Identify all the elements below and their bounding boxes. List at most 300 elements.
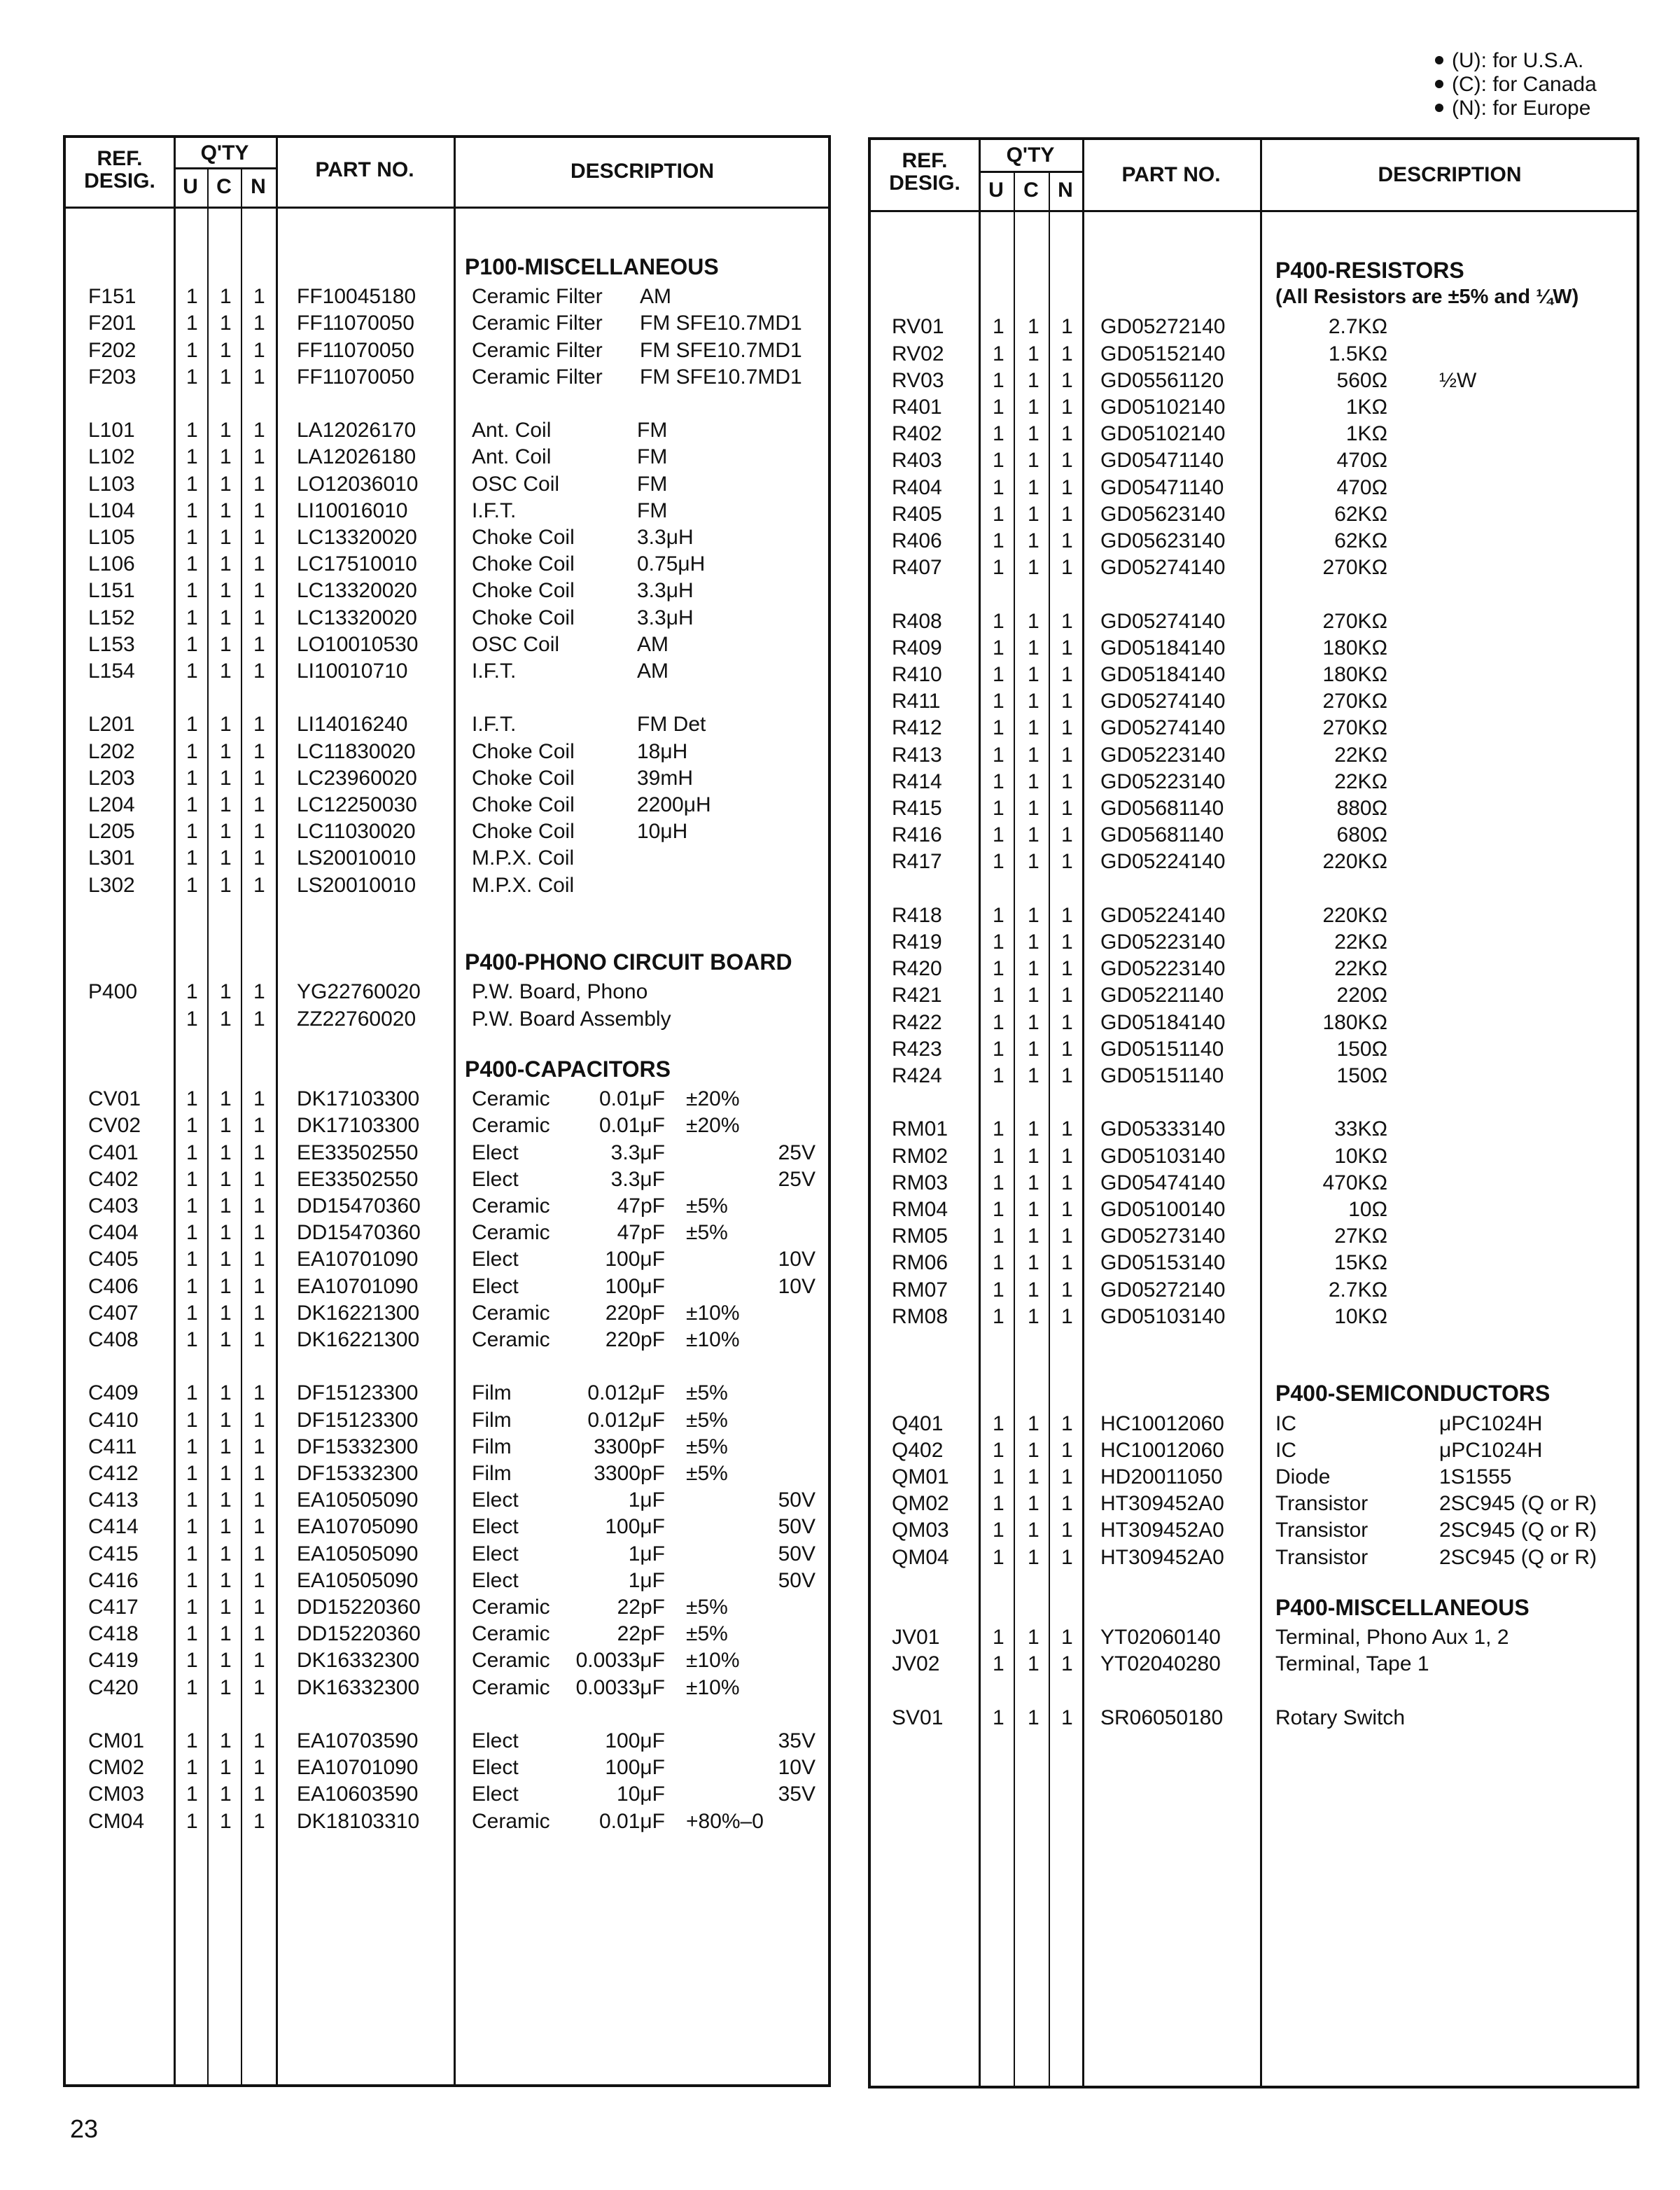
qty-n: 1 bbox=[1061, 1411, 1073, 1435]
part-number: EA10703590 bbox=[297, 1729, 419, 1752]
ref-designator: R402 bbox=[892, 422, 942, 446]
col-header-desc: DESCRIPTION bbox=[570, 160, 715, 183]
table-row bbox=[871, 929, 1637, 956]
qty-n: 1 bbox=[1061, 1626, 1073, 1650]
qty-c: 1 bbox=[220, 1194, 232, 1218]
qty-u: 1 bbox=[993, 1626, 1004, 1650]
description-value: 3.3μF bbox=[610, 1141, 665, 1164]
description-type: Choke Coil bbox=[472, 579, 575, 603]
table-row bbox=[871, 688, 1637, 715]
ref-designator: L154 bbox=[88, 660, 135, 683]
qty-u: 1 bbox=[186, 1783, 198, 1806]
table-row bbox=[66, 979, 828, 1005]
qty-u: 1 bbox=[186, 1221, 198, 1245]
qty-u: 1 bbox=[186, 1568, 198, 1592]
ref-designator: L302 bbox=[88, 873, 135, 897]
part-number: GD05151140 bbox=[1100, 1037, 1224, 1061]
description-voltage: 10V bbox=[778, 1756, 816, 1780]
qty-c: 1 bbox=[220, 713, 232, 737]
description-type: Transistor bbox=[1275, 1545, 1368, 1569]
description-value: 3300pF bbox=[594, 1435, 665, 1458]
part-number: GD05474140 bbox=[1100, 1171, 1226, 1194]
ref-designator: L105 bbox=[88, 526, 135, 549]
qty-n: 1 bbox=[1061, 1198, 1073, 1221]
ref-designator: C420 bbox=[88, 1675, 139, 1699]
description-value: 270KΩ bbox=[1322, 716, 1387, 740]
part-number: LS20010010 bbox=[297, 873, 416, 897]
qty-n: 1 bbox=[253, 1248, 265, 1271]
qty-u: 1 bbox=[186, 338, 198, 362]
qty-n: 1 bbox=[253, 846, 265, 870]
section-heading: P400-SEMICONDUCTORS bbox=[1275, 1381, 1550, 1407]
ref-designator: R405 bbox=[892, 502, 942, 526]
part-number: GD05623140 bbox=[1100, 502, 1226, 526]
description-value: 10KΩ bbox=[1334, 1304, 1387, 1328]
qty-c: 1 bbox=[1028, 315, 1040, 339]
ref-designator: R407 bbox=[892, 556, 942, 580]
qty-u: 1 bbox=[186, 1435, 198, 1458]
qty-u: 1 bbox=[993, 957, 1004, 981]
ref-designator: L301 bbox=[88, 846, 135, 870]
description-tolerance: ±20% bbox=[686, 1087, 740, 1111]
description-type: Ceramic Filter bbox=[472, 365, 603, 389]
qty-c: 1 bbox=[1028, 930, 1040, 954]
description-type: Choke Coil bbox=[472, 739, 575, 763]
qty-c: 1 bbox=[1028, 1626, 1040, 1650]
ref-designator: R415 bbox=[892, 797, 942, 820]
ref-designator: L106 bbox=[88, 552, 135, 576]
qty-n: 1 bbox=[253, 1729, 265, 1752]
description-value: 3.3μH bbox=[637, 526, 694, 549]
ref-designator: C402 bbox=[88, 1167, 139, 1191]
qty-n: 1 bbox=[253, 820, 265, 844]
table-row bbox=[66, 872, 828, 899]
qty-n: 1 bbox=[253, 1328, 265, 1351]
qty-u: 1 bbox=[993, 1171, 1004, 1194]
part-number: DK16332300 bbox=[297, 1649, 420, 1673]
description-value: FM bbox=[637, 419, 668, 442]
table-row bbox=[66, 1594, 828, 1621]
qty-u: 1 bbox=[993, 1064, 1004, 1087]
description-value: 62KΩ bbox=[1334, 502, 1387, 526]
ref-designator: F151 bbox=[88, 285, 136, 309]
qty-c: 1 bbox=[1028, 1064, 1040, 1087]
description-value: 470KΩ bbox=[1322, 1171, 1387, 1194]
description-value: 100μF bbox=[605, 1756, 665, 1780]
part-number: DD15220360 bbox=[297, 1622, 421, 1646]
description-tolerance: ±5% bbox=[686, 1596, 728, 1619]
description-value: 0.012μF bbox=[587, 1381, 665, 1405]
qty-u: 1 bbox=[186, 606, 198, 629]
qty-n: 1 bbox=[253, 1435, 265, 1458]
description-extra: 1S1555 bbox=[1439, 1465, 1512, 1488]
table-row bbox=[66, 792, 828, 818]
qty-n: 1 bbox=[253, 285, 265, 309]
part-number: EA10505090 bbox=[297, 1542, 419, 1565]
description-tolerance: ±10% bbox=[686, 1675, 740, 1699]
table-row bbox=[66, 524, 828, 551]
qty-c: 1 bbox=[220, 632, 232, 656]
part-number: LI14016240 bbox=[297, 713, 408, 737]
qty-n: 1 bbox=[253, 1167, 265, 1191]
table-row bbox=[66, 658, 828, 685]
qty-u: 1 bbox=[186, 498, 198, 522]
table-row bbox=[871, 341, 1637, 368]
qty-c: 1 bbox=[220, 1809, 232, 1833]
ref-designator: RV01 bbox=[892, 315, 944, 339]
ref-designator: L101 bbox=[88, 419, 135, 442]
part-number: GD05102140 bbox=[1100, 422, 1226, 446]
ref-designator: RM03 bbox=[892, 1171, 948, 1194]
qty-n: 1 bbox=[253, 365, 265, 389]
part-number: DK17103300 bbox=[297, 1087, 420, 1111]
qty-c: 1 bbox=[220, 1328, 232, 1351]
description-type: Ant. Coil bbox=[472, 419, 552, 442]
ref-designator: C405 bbox=[88, 1248, 139, 1271]
part-number: DF15123300 bbox=[297, 1381, 419, 1405]
description-type: Diode bbox=[1275, 1465, 1331, 1488]
description-value: FM bbox=[637, 472, 668, 496]
description-type: P.W. Board, Phono bbox=[472, 980, 648, 1004]
description-value: 47pF bbox=[617, 1194, 665, 1218]
qty-c: 1 bbox=[1028, 1652, 1040, 1676]
ref-designator: L152 bbox=[88, 606, 135, 629]
table-row bbox=[871, 1517, 1637, 1544]
description-value: 2.7KΩ bbox=[1328, 315, 1387, 339]
qty-c: 1 bbox=[1028, 1117, 1040, 1141]
section-heading: P100-MISCELLANEOUS bbox=[465, 254, 719, 279]
qty-c: 1 bbox=[1028, 903, 1040, 927]
qty-n: 1 bbox=[1061, 1144, 1073, 1168]
qty-c: 1 bbox=[220, 579, 232, 603]
ref-designator: R403 bbox=[892, 449, 942, 473]
qty-u: 1 bbox=[993, 556, 1004, 580]
description-value: 220pF bbox=[605, 1328, 665, 1351]
qty-n: 1 bbox=[1061, 1117, 1073, 1141]
ref-designator: C408 bbox=[88, 1328, 139, 1351]
ref-designator: R419 bbox=[892, 930, 942, 954]
qty-n: 1 bbox=[1061, 556, 1073, 580]
description-value: 0.01μF bbox=[599, 1809, 665, 1833]
ref-designator: C417 bbox=[88, 1596, 139, 1619]
table-row bbox=[871, 314, 1637, 340]
table-row bbox=[66, 765, 828, 792]
qty-n: 1 bbox=[253, 1141, 265, 1164]
description-type: Elect bbox=[472, 1783, 519, 1806]
description-value: 1KΩ bbox=[1345, 422, 1387, 446]
qty-n: 1 bbox=[253, 1462, 265, 1485]
qty-u: 1 bbox=[186, 1141, 198, 1164]
table-row bbox=[871, 528, 1637, 555]
description-value: FM SFE10.7MD1 bbox=[640, 338, 802, 362]
ref-designator: RV02 bbox=[892, 342, 944, 365]
part-number: EA10505090 bbox=[297, 1488, 419, 1512]
description-type: OSC Coil bbox=[472, 472, 560, 496]
table-row bbox=[871, 1437, 1637, 1464]
qty-u: 1 bbox=[186, 820, 198, 844]
ref-designator: C403 bbox=[88, 1194, 139, 1218]
qty-c: 1 bbox=[1028, 1304, 1040, 1328]
qty-n: 1 bbox=[1061, 984, 1073, 1007]
qty-u: 1 bbox=[186, 873, 198, 897]
qty-u: 1 bbox=[993, 422, 1004, 446]
part-number: LC17510010 bbox=[297, 552, 417, 576]
description-type: Ceramic Filter bbox=[472, 338, 603, 362]
description-type: Rotary Switch bbox=[1275, 1706, 1406, 1729]
col-header-ref bbox=[66, 148, 174, 193]
table-row bbox=[871, 1197, 1637, 1223]
qty-u: 1 bbox=[186, 1194, 198, 1218]
part-number: YT02040280 bbox=[1100, 1652, 1221, 1676]
description-type: Ceramic Filter bbox=[472, 285, 603, 309]
qty-n: 1 bbox=[1061, 502, 1073, 526]
table-row bbox=[871, 1411, 1637, 1437]
qty-n: 1 bbox=[253, 498, 265, 522]
qty-n: 1 bbox=[1061, 1225, 1073, 1248]
part-number: GD05274140 bbox=[1100, 716, 1226, 740]
qty-n: 1 bbox=[253, 1381, 265, 1405]
description-value: FM bbox=[637, 445, 668, 469]
description-value: 270KΩ bbox=[1322, 556, 1387, 580]
description-value: 18μH bbox=[637, 739, 688, 763]
description-value: FM SFE10.7MD1 bbox=[640, 312, 802, 335]
part-number: GD05102140 bbox=[1100, 396, 1226, 419]
qty-u: 1 bbox=[186, 312, 198, 335]
qty-c: 1 bbox=[220, 445, 232, 469]
ref-designator: QM01 bbox=[892, 1465, 949, 1488]
ref-designator: R411 bbox=[892, 690, 941, 713]
ref-designator: C410 bbox=[88, 1408, 139, 1432]
ref-designator: F203 bbox=[88, 365, 136, 389]
description-value: 27KΩ bbox=[1334, 1225, 1387, 1248]
section-heading: P400-MISCELLANEOUS bbox=[1275, 1595, 1530, 1620]
qty-c: 1 bbox=[220, 1783, 232, 1806]
part-number: LI10010710 bbox=[297, 660, 408, 683]
qty-u: 1 bbox=[993, 636, 1004, 660]
qty-u: 1 bbox=[993, 449, 1004, 473]
qty-n: 1 bbox=[1061, 743, 1073, 767]
table-row bbox=[66, 711, 828, 738]
table-row bbox=[871, 1705, 1637, 1731]
qty-n: 1 bbox=[1061, 1652, 1073, 1676]
qty-n: 1 bbox=[1061, 609, 1073, 633]
description-value: 2.7KΩ bbox=[1328, 1278, 1387, 1302]
description-value: 22pF bbox=[617, 1622, 665, 1646]
qty-c: 1 bbox=[220, 526, 232, 549]
qty-c: 1 bbox=[1028, 850, 1040, 874]
qty-u: 1 bbox=[186, 579, 198, 603]
qty-u: 1 bbox=[993, 1117, 1004, 1141]
description-type: P.W. Board Assembly bbox=[472, 1007, 671, 1031]
qty-u: 1 bbox=[993, 1278, 1004, 1302]
ref-designator: C404 bbox=[88, 1221, 139, 1245]
part-number: GD05471140 bbox=[1100, 449, 1224, 473]
table-row bbox=[871, 1464, 1637, 1491]
description-value: 1KΩ bbox=[1345, 396, 1387, 419]
description-value: 22KΩ bbox=[1334, 957, 1387, 981]
qty-c: 1 bbox=[1028, 1519, 1040, 1542]
qty-c: 1 bbox=[220, 1729, 232, 1752]
ref-designator: R421 bbox=[892, 984, 942, 1007]
qty-u: 1 bbox=[993, 1411, 1004, 1435]
header-rule bbox=[871, 210, 1637, 212]
col-header-part: PART NO. bbox=[315, 158, 414, 181]
ref-designator: R414 bbox=[892, 769, 942, 793]
description-value: 880Ω bbox=[1336, 797, 1387, 820]
qty-n: 1 bbox=[253, 1194, 265, 1218]
description-type: IC bbox=[1275, 1438, 1296, 1462]
table-row bbox=[871, 849, 1637, 875]
part-number: GD05273140 bbox=[1100, 1225, 1226, 1248]
part-number: GD05221140 bbox=[1100, 984, 1224, 1007]
qty-n: 1 bbox=[1061, 769, 1073, 793]
qty-u: 1 bbox=[993, 1438, 1004, 1462]
description-value: 1μF bbox=[628, 1568, 665, 1592]
qty-n: 1 bbox=[1061, 1064, 1073, 1087]
qty-u: 1 bbox=[186, 526, 198, 549]
part-number: DK16221300 bbox=[297, 1328, 420, 1351]
part-number: GD05681140 bbox=[1100, 823, 1224, 847]
part-number: GD05223140 bbox=[1100, 957, 1226, 981]
qty-n: 1 bbox=[1061, 1438, 1073, 1462]
qty-c: 1 bbox=[1028, 636, 1040, 660]
description-type: OSC Coil bbox=[472, 632, 560, 656]
part-number: GD05561120 bbox=[1100, 368, 1224, 392]
qty-u: 1 bbox=[993, 1251, 1004, 1275]
qty-u: 1 bbox=[993, 1706, 1004, 1729]
qty-u: 1 bbox=[186, 766, 198, 790]
description-value: 1μF bbox=[628, 1488, 665, 1512]
table-row bbox=[66, 1006, 828, 1033]
part-number: FF10045180 bbox=[297, 285, 416, 309]
part-number: GD05681140 bbox=[1100, 797, 1224, 820]
description-type: Film bbox=[472, 1381, 512, 1405]
table-row bbox=[66, 1755, 828, 1781]
part-number: GD05184140 bbox=[1100, 636, 1226, 660]
qty-u: 1 bbox=[993, 1225, 1004, 1248]
qty-c: 1 bbox=[1028, 1545, 1040, 1569]
qty-c: 1 bbox=[1028, 663, 1040, 686]
table-row bbox=[871, 1010, 1637, 1036]
part-number: LI10016010 bbox=[297, 498, 408, 522]
description-type: Terminal, Tape 1 bbox=[1275, 1652, 1429, 1676]
ref-designator: RV03 bbox=[892, 368, 944, 392]
qty-u: 1 bbox=[186, 1007, 198, 1031]
part-number: LC13320020 bbox=[297, 526, 417, 549]
qty-n: 1 bbox=[253, 1114, 265, 1138]
qty-c: 1 bbox=[220, 793, 232, 816]
part-number: HC10012060 bbox=[1100, 1438, 1224, 1462]
ref-designator: QM04 bbox=[892, 1545, 949, 1569]
qty-c: 1 bbox=[220, 1221, 232, 1245]
qty-u: 1 bbox=[186, 1542, 198, 1565]
description-value: 0.0033μF bbox=[575, 1675, 665, 1699]
part-number: GD05274140 bbox=[1100, 690, 1226, 713]
qty-u: 1 bbox=[186, 793, 198, 816]
qty-c: 1 bbox=[1028, 1010, 1040, 1034]
ref-designator: R416 bbox=[892, 823, 942, 847]
qty-u: 1 bbox=[993, 823, 1004, 847]
ref-designator: C416 bbox=[88, 1568, 139, 1592]
description-voltage: 50V bbox=[778, 1515, 816, 1539]
ref-designator: P400 bbox=[88, 980, 138, 1004]
qty-n: 1 bbox=[1061, 930, 1073, 954]
ref-designator: R417 bbox=[892, 850, 942, 874]
qty-c: 1 bbox=[1028, 556, 1040, 580]
table-row bbox=[66, 632, 828, 658]
description-type: Elect bbox=[472, 1141, 519, 1164]
ref-designator: C411 bbox=[88, 1435, 137, 1458]
part-number: EA10603590 bbox=[297, 1783, 419, 1806]
qty-u: 1 bbox=[993, 1198, 1004, 1221]
country-legend bbox=[1435, 49, 1666, 120]
part-number: DK16221300 bbox=[297, 1301, 420, 1325]
qty-n: 1 bbox=[1061, 422, 1073, 446]
table-row bbox=[66, 1166, 828, 1193]
ref-designator: JV02 bbox=[892, 1652, 940, 1676]
qty-c: 1 bbox=[220, 1114, 232, 1138]
table-row bbox=[66, 1246, 828, 1273]
qty-c: 1 bbox=[1028, 743, 1040, 767]
table-row bbox=[66, 578, 828, 604]
description-type: Ceramic bbox=[472, 1114, 550, 1138]
ref-designator: L151 bbox=[88, 579, 135, 603]
description-type: Elect bbox=[472, 1274, 519, 1298]
parts-table-right bbox=[868, 137, 1639, 2088]
qty-n: 1 bbox=[1061, 850, 1073, 874]
table-row bbox=[66, 1300, 828, 1327]
qty-c: 1 bbox=[1028, 690, 1040, 713]
description-value: 22KΩ bbox=[1334, 930, 1387, 954]
qty-c: 1 bbox=[1028, 957, 1040, 981]
qty-u: 1 bbox=[186, 1756, 198, 1780]
table-row bbox=[871, 555, 1637, 581]
qty-u: 1 bbox=[993, 1545, 1004, 1569]
description-type: Choke Coil bbox=[472, 552, 575, 576]
qty-u: 1 bbox=[993, 1465, 1004, 1488]
table-row bbox=[66, 1193, 828, 1220]
qty-u: 1 bbox=[186, 980, 198, 1004]
part-number: FF11070050 bbox=[297, 365, 414, 389]
qty-u: 1 bbox=[993, 850, 1004, 874]
qty-c: 1 bbox=[220, 1462, 232, 1485]
part-number: FF11070050 bbox=[297, 338, 414, 362]
description-value: 100μF bbox=[605, 1274, 665, 1298]
description-value: 15KΩ bbox=[1334, 1251, 1387, 1275]
table-row bbox=[871, 769, 1637, 795]
ref-designator: RM08 bbox=[892, 1304, 948, 1328]
table-row bbox=[66, 1487, 828, 1514]
ref-designator: R404 bbox=[892, 475, 942, 499]
table-row bbox=[66, 364, 828, 391]
description-type: M.P.X. Coil bbox=[472, 846, 575, 870]
ref-designator: F201 bbox=[88, 312, 136, 335]
ref-designator: RM02 bbox=[892, 1144, 948, 1168]
description-type: I.F.T. bbox=[472, 498, 517, 522]
qty-c: 1 bbox=[220, 312, 232, 335]
table-row bbox=[871, 1544, 1637, 1571]
part-number: EA10701090 bbox=[297, 1274, 419, 1298]
description-value: 100μF bbox=[605, 1729, 665, 1752]
description-value: 220Ω bbox=[1336, 984, 1387, 1007]
description-type: Ceramic Filter bbox=[472, 312, 603, 335]
col-header-c: C bbox=[1023, 179, 1039, 202]
qty-c: 1 bbox=[1028, 449, 1040, 473]
qty-u: 1 bbox=[186, 1408, 198, 1432]
ref-designator: L204 bbox=[88, 793, 135, 816]
qty-u: 1 bbox=[993, 984, 1004, 1007]
description-type: Ceramic bbox=[472, 1301, 550, 1325]
